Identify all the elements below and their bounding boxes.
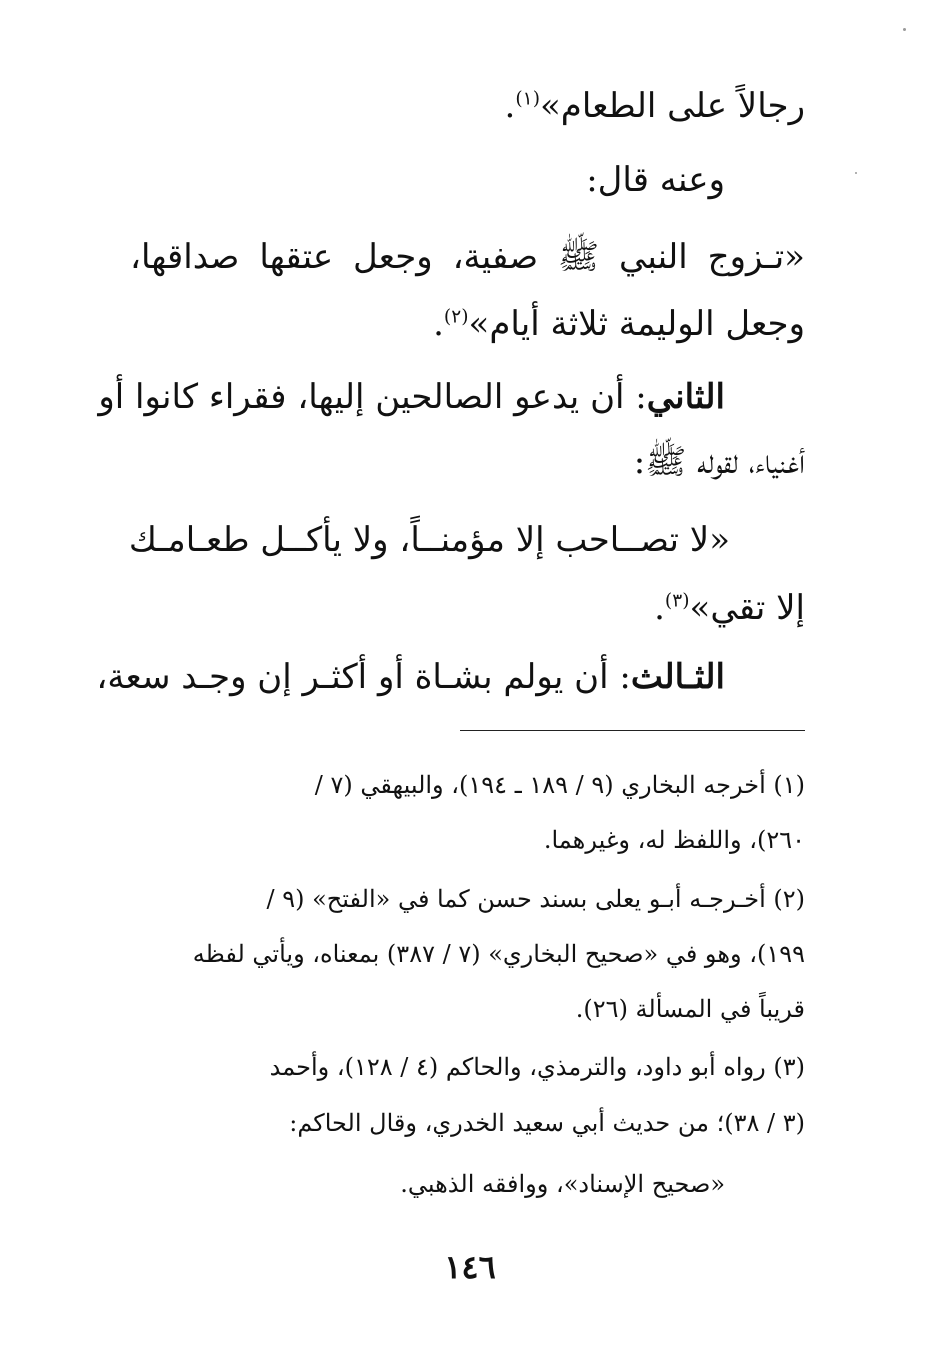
scan-speck	[855, 172, 857, 174]
section-heading-second: الثاني	[646, 377, 725, 417]
body-line-5	[98, 377, 725, 418]
body-text: وعنه قال:	[586, 160, 725, 200]
body-text: : أن يولم بشـاة أو أكثـر إن وجـد سعة،	[96, 657, 631, 697]
body-text: وجعل الوليمة ثلاثة أيام»	[468, 304, 805, 344]
footnote-1-line-1	[315, 771, 805, 800]
body-line-7	[130, 520, 730, 561]
footnote-text: (٢) أخـرجـه أبـو يعلى بسند حسن كما في «الفتح» (٩ /	[266, 885, 805, 913]
footnote-2-line-3	[576, 995, 805, 1024]
footnote-3-line-3	[400, 1170, 725, 1199]
footnote-ref-1[interactable]: (١)	[515, 88, 540, 110]
body-text: أغنياء، لقوله ﷺ:	[633, 442, 805, 482]
footnote-text: ١٩٩)، وهو في «صحيح البخاري» (٧ / ٣٨٧) بمعناه، ويأتي لفظه	[192, 940, 805, 968]
body-line-6	[634, 442, 805, 483]
body-text: «تـزوج النبي ﷺ صفية، وجعل عتقها صداقها،	[130, 237, 805, 277]
footnote-text: (٣ / ٣٨)؛ من حديث أبي سعيد الخدري، وقال الحاكم:	[289, 1109, 805, 1137]
body-text: إلا تقي»	[689, 588, 805, 628]
footnote-text: «صحيح الإسناد»، ووافقه الذهبي.	[400, 1170, 725, 1198]
body-line-8	[654, 588, 805, 629]
footnote-text: قريباً في المسألة (٢٦).	[575, 995, 805, 1023]
footnote-3-line-2	[289, 1109, 805, 1138]
page-number: ١٤٦	[444, 1248, 496, 1286]
period: .	[433, 304, 444, 344]
footnote-text: ٢٦٠)، واللفظ له، وغيرهما.	[543, 826, 805, 854]
body-text: «لا تصــاحب إلا مؤمنــاً، ولا يأكــل طعـامـك	[128, 520, 730, 560]
scan-speck	[903, 28, 906, 31]
footnote-ref-3[interactable]: (٣)	[664, 590, 690, 612]
body-text: رجالاً على الطعام»	[540, 86, 805, 126]
footnote-2-line-1	[266, 885, 805, 914]
footnote-1-line-2	[544, 826, 805, 855]
footnote-3-line-1	[270, 1053, 805, 1082]
section-heading-third: الثـالث	[630, 657, 725, 697]
footnote-text: (٣) رواه أبو داود، والترمذي، والحاكم (٤ / ١٢٨)، وأحمد	[269, 1053, 805, 1081]
body-line-1	[505, 86, 805, 127]
footnote-2-line-2	[193, 940, 805, 969]
body-text: : أن يدعو الصالحين إليها، فقراء كانوا أو	[98, 377, 647, 417]
footnote-separator	[460, 730, 805, 731]
footnote-ref-2[interactable]: (٢)	[443, 306, 469, 328]
body-line-9	[96, 657, 725, 698]
footnote-text: (١) أخرجه البخاري (٩ / ١٨٩ ـ ١٩٤)، والبيهقي (٧ /	[314, 771, 805, 799]
body-line-3	[130, 237, 805, 278]
body-line-2	[586, 160, 725, 201]
body-line-4	[433, 304, 805, 345]
period: .	[504, 86, 516, 126]
period: .	[654, 588, 665, 628]
